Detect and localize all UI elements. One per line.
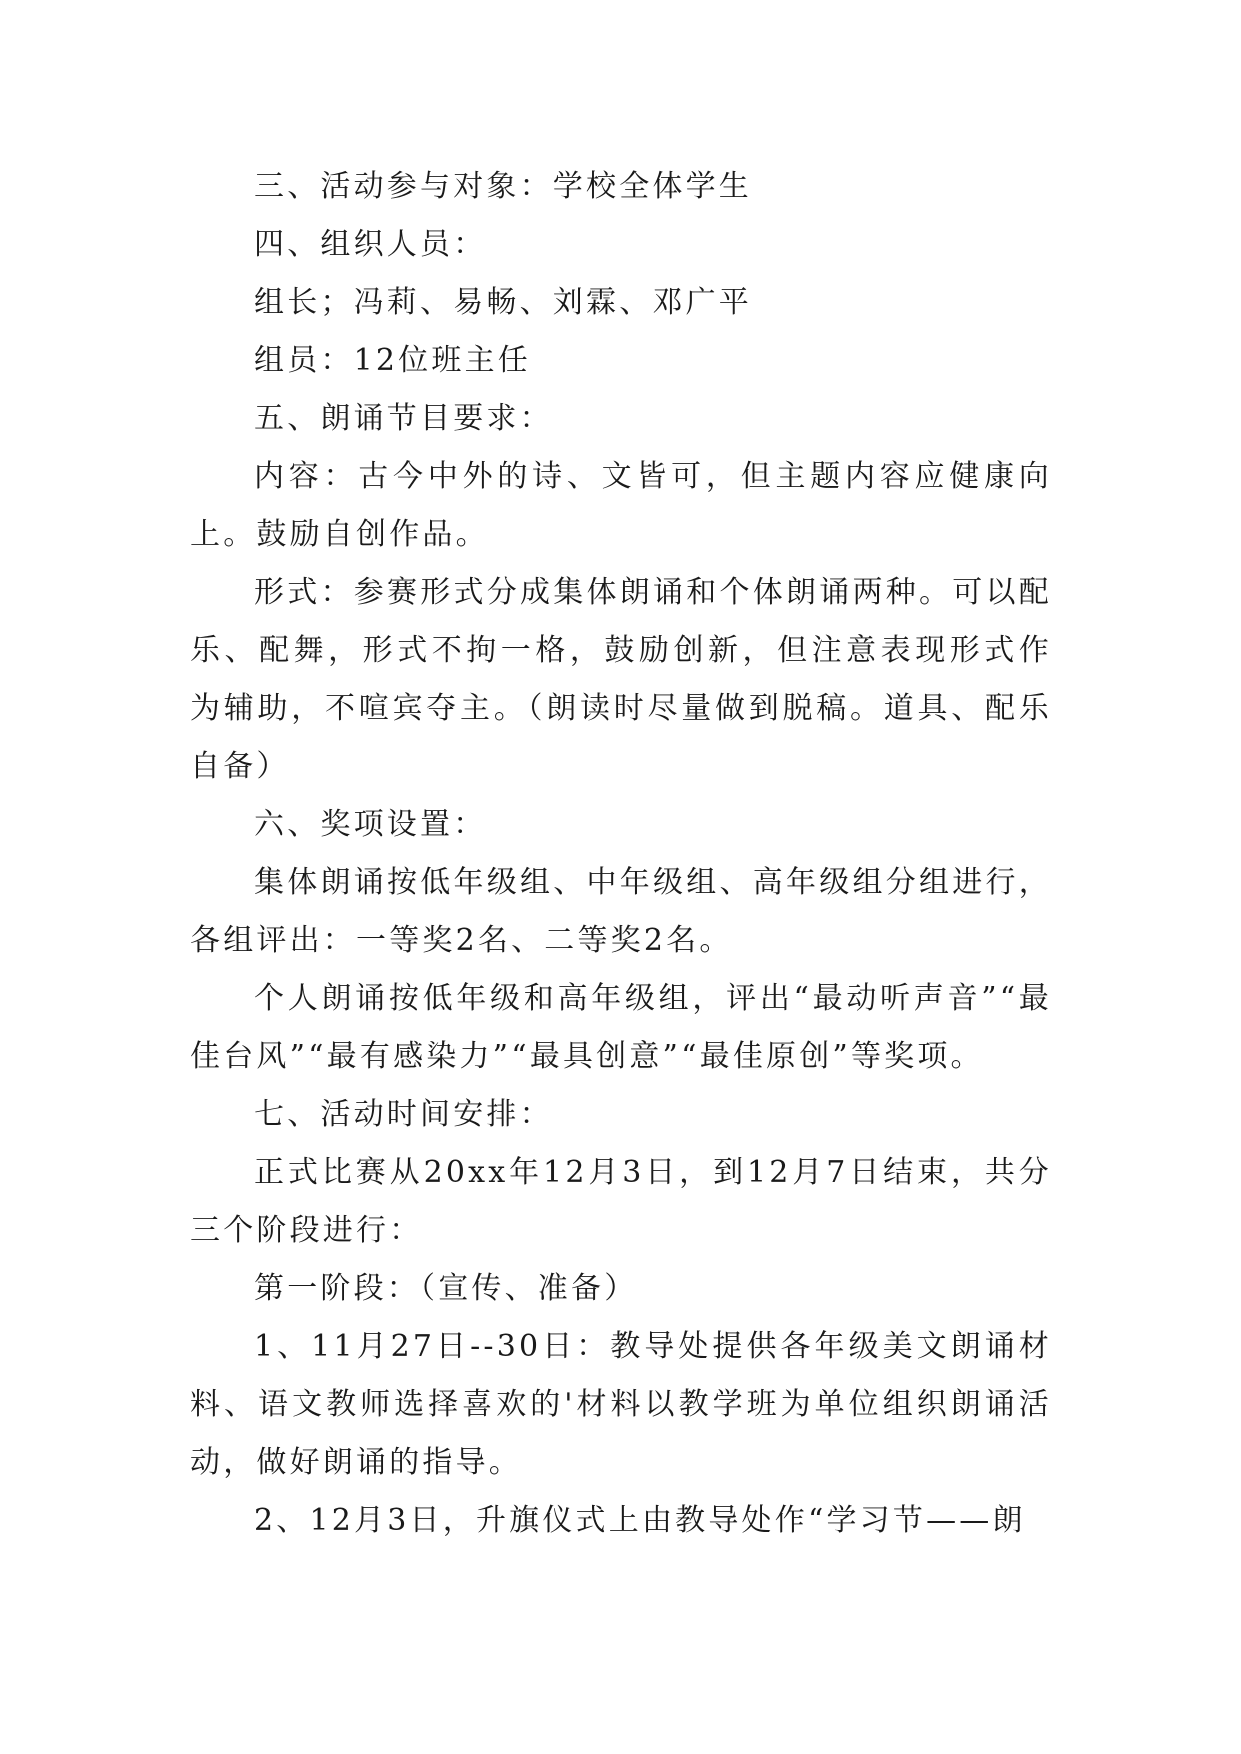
document-body — [190, 158, 1052, 1550]
paragraph-individual-awards: 个人朗诵按低年级和高年级组，评出“最动听声音”“最佳台风”“最有感染力”“最具创意”“最佳原创”等奖项。 — [190, 981, 1052, 1074]
paragraph-group-leaders: 组长；冯莉、易畅、刘霖、邓广平 — [254, 285, 752, 320]
paragraph-form-requirement: 形式：参赛形式分成集体朗诵和个体朗诵两种。可以配乐、配舞，形式不拘一格，鼓励创新，但注意表现形式作为辅助，不喧宾夺主。（朗读时尽量做到脱稿。道具、配乐自备） — [190, 575, 1052, 784]
paragraph-stage-one-item-2: 2、12月3日，升旗仪式上由教导处作“学习节——朗 — [254, 1503, 1026, 1538]
paragraph-participants: 三、活动参与对象：学校全体学生 — [254, 169, 752, 204]
paragraph-awards-heading: 六、奖项设置： — [254, 807, 487, 842]
paragraph-requirements-heading: 五、朗诵节目要求： — [254, 401, 553, 436]
paragraph-content-requirement: 内容：古今中外的诗、文皆可，但主题内容应健康向上。鼓励自创作品。 — [190, 459, 1052, 552]
paragraph-group-members: 组员：12位班主任 — [254, 343, 531, 378]
paragraph-group-awards: 集体朗诵按低年级组、中年级组、高年级组分组进行，各组评出：一等奖2名、二等奖2名。 — [190, 865, 1052, 958]
paragraph-organizers-heading: 四、组织人员： — [254, 227, 487, 262]
paragraph-schedule-heading: 七、活动时间安排： — [254, 1097, 553, 1132]
paragraph-schedule-overview: 正式比赛从20xx年12月3日，到12月7日结束，共分三个阶段进行： — [190, 1155, 1052, 1248]
paragraph-stage-one: 第一阶段：（宣传、准备） — [254, 1271, 638, 1306]
paragraph-stage-one-item-1: 1、11月27日--30日：教导处提供各年级美文朗诵材料、语文教师选择喜欢的'材料以教学班为单位组织朗诵活动，做好朗诵的指导。 — [190, 1329, 1052, 1480]
